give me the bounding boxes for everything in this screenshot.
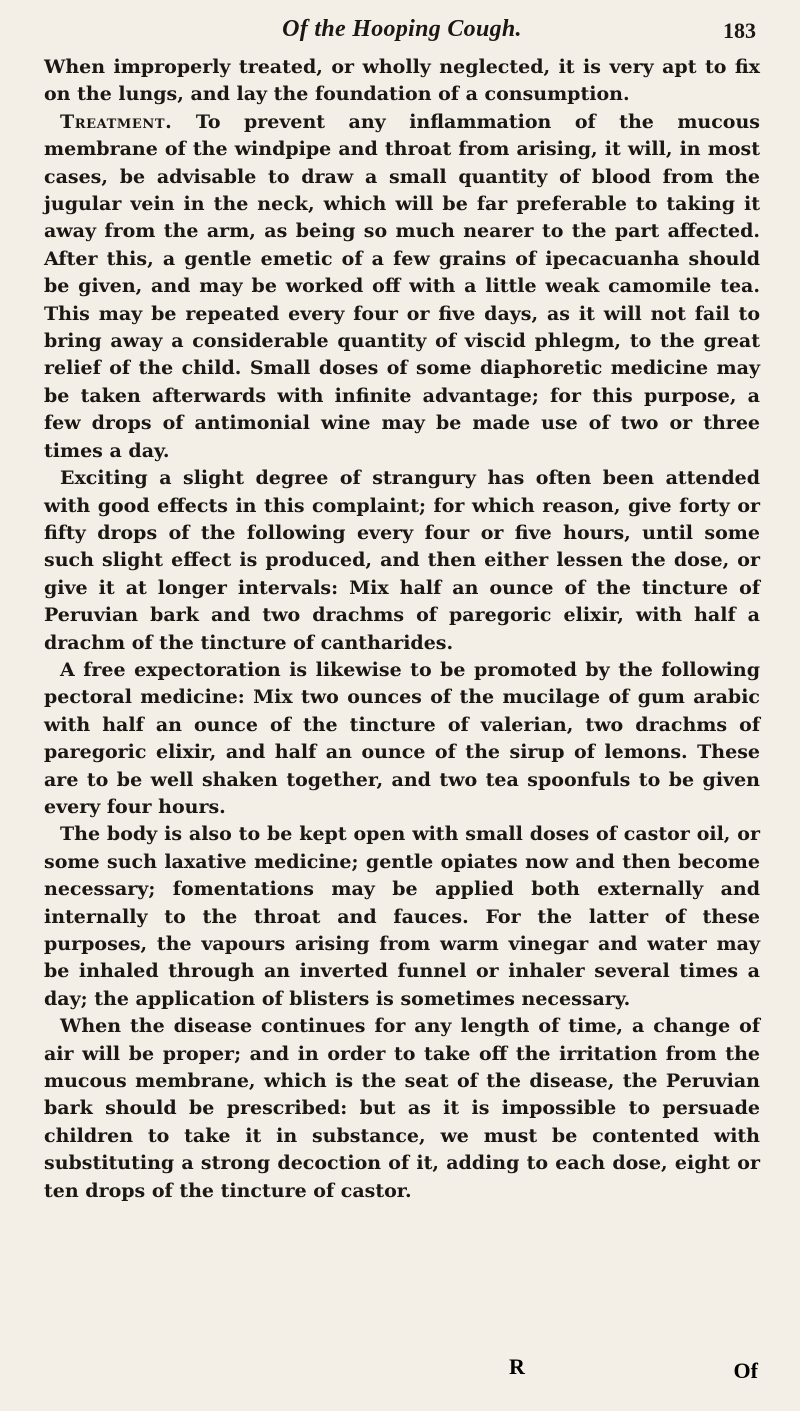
page-number: 183: [723, 18, 756, 43]
running-head: [44, 14, 760, 54]
paragraph-treatment: [44, 109, 760, 465]
paragraph-change-of-air: When the disease continues for any length of time, a change of air will be proper; and in order to take off the irritation from the mucous membrane, which is the seat of the disease, the Peruvian bark should be prescribed: but as it is impossible to persuade children to take it in substance, we must be contented with substituting a strong decoction of it, adding to each dose, eight or ten drops of the tincture of castor.: [44, 1015, 760, 1202]
paragraph-consumption-warning: When improperly treated, or wholly neglected, it is very apt to fix on the lungs, and lay the foundation of a consumption.: [44, 56, 760, 106]
signature-mark: R: [509, 1354, 525, 1379]
running-title: Of the Hooping Cough.: [282, 16, 522, 42]
treatment-text: To prevent any inflammation of the mucous membrane of the windpipe and throat from arising, it will, in most cases, be advisable to draw a small quantity of blood from the jugular vein in the neck, which will be far preferable to taking it away from the arm, as being so much nearer to the part affected. After this, a gentle emetic of a few grains of ipecacuanha should be given, and may be worked off with a little weak camomile tea. This may be repeated every four or five days, as it will not fail to bring away a considerable quantity of viscid phlegm, to the great relief of the child. Small doses of some diaphoretic medicine may be taken afterwards with infinite advantage; for this purpose, a few drops of antimonial wine may be made use of two or three times a day.: [44, 110, 760, 462]
body-text: [44, 54, 760, 1205]
page-footer: [44, 1354, 760, 1388]
paragraph-strangury: Exciting a slight degree of strangury has often been attended with good effects in this complaint; for which reason, give forty or fifty drops of the following every four or five hours, until some such slight effect is produced, and then either lessen the dose, or give it at longer intervals: Mix half an ounce of the tincture of Peruvian bark and two drachms of paregoric elixir, with half a drachm of the tincture of cantharides.: [44, 467, 760, 654]
paragraph-laxatives: The body is also to be kept open with small doses of castor oil, or some such laxative medicine; gentle opiates now and then become necessary; fomentations may be applied both externally and internally to the throat and fauces. For the latter of these purposes, the vapours arising from warm vinegar and water may be inhaled through an inverted funnel or inhaler several times a day; the application of blisters is sometimes necessary.: [44, 823, 760, 1010]
paragraph-expectoration: A free expectoration is likewise to be promoted by the following pectoral medicine: Mix two ounces of the mucilage of gum arabic with half an ounce of the tincture of valerian, two drachms of paregoric elixir, and half an ounce of the sirup of lemons. These are to be well shaken together, and two tea spoonfuls to be given every four hours.: [44, 658, 760, 818]
treatment-heading: Treatment.: [60, 110, 173, 133]
catchword: Of: [733, 1358, 758, 1383]
